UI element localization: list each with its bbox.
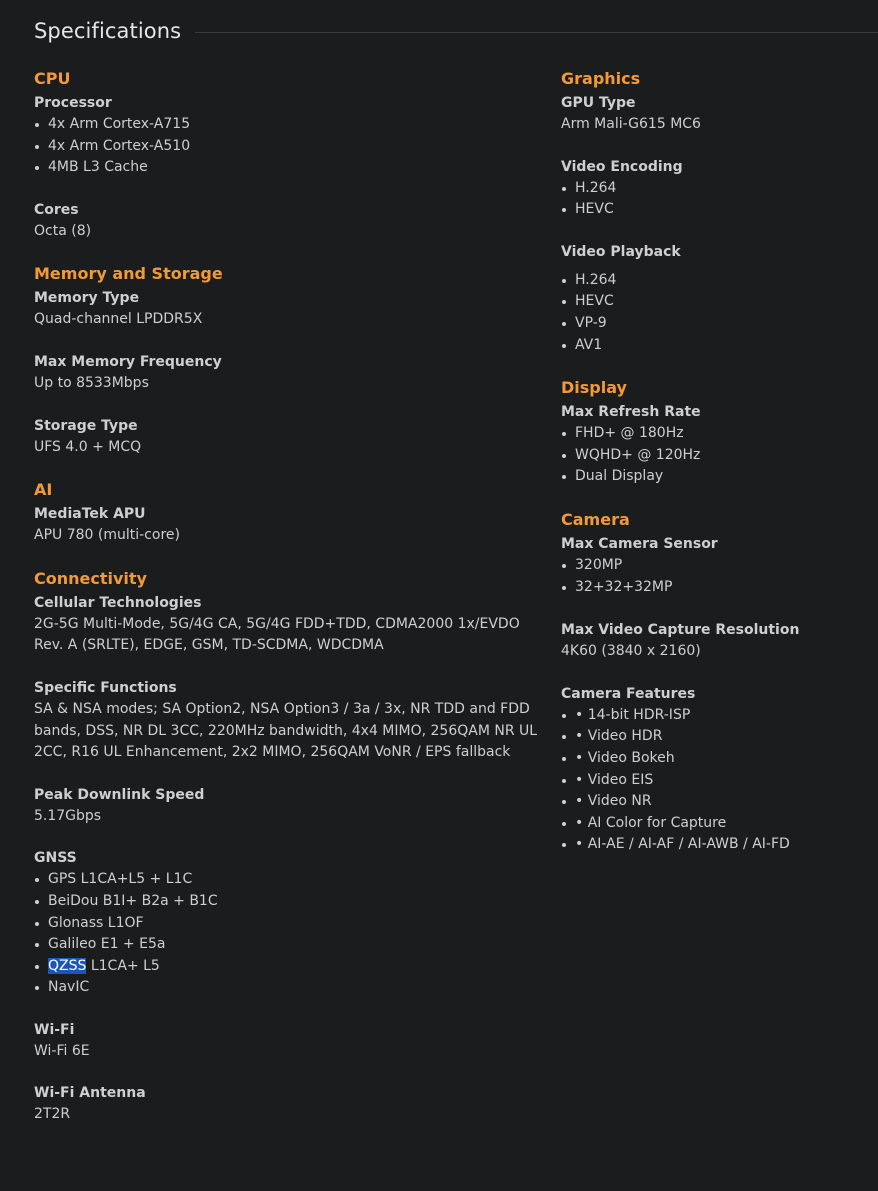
list-item: 4MB L3 Cache [34, 157, 544, 179]
spec-label: Specific Functions [34, 679, 177, 696]
section-display [561, 377, 861, 488]
spec-storage-type [34, 416, 544, 459]
spec-label: Storage Type [34, 417, 138, 434]
title-divider [195, 32, 878, 33]
list-item: FHD+ @ 180Hz [561, 423, 861, 445]
spec-label: MediaTek APU [34, 506, 146, 523]
spec-label: Video Playback [561, 243, 681, 260]
spec-value: SA & NSA modes; SA Option2, NSA Option3 / 3a / 3x, NR TDD and FDD bands, DSS, NR DL 3CC, 220MHz bandwidth, 4x4 MIMO, 256QAM NR UL 2CC, R16 UL Enhancement, 2x2 MIMO, 256QAM VoNR / EPS fallback [34, 700, 538, 761]
spec-label: GPU Type [561, 95, 636, 111]
spec-label: Memory Type [34, 290, 140, 307]
list-item: • AI-AE / AI-AF / AI-AWB / AI-FD [561, 834, 861, 856]
section-title-connectivity: Connectivity [34, 568, 147, 588]
spec-memory-type [34, 288, 544, 331]
spec-wifi [34, 1020, 544, 1063]
spec-label: Max Memory Frequency [34, 353, 222, 370]
list-item: • Video Bokeh [561, 748, 861, 770]
spec-video-playback [561, 242, 861, 356]
spec-value: Quad-channel LPDDR5X [34, 311, 203, 328]
section-title-cpu: CPU [34, 69, 71, 88]
spec-label: Max Camera Sensor [561, 535, 718, 552]
spec-cellular [34, 593, 544, 657]
spec-list [34, 869, 544, 999]
list-item: BeiDou B1I+ B2a + B1C [34, 891, 544, 913]
spec-list [561, 555, 861, 598]
spec-max-memory-frequency [34, 352, 544, 395]
spec-label: Max Refresh Rate [561, 404, 701, 421]
list-item: HEVC [561, 199, 861, 221]
spec-label: Processor [34, 95, 112, 111]
spec-wifi-antenna [34, 1083, 544, 1126]
spec-value: Arm Mali-G615 MC6 [561, 116, 701, 132]
spec-max-refresh-rate [561, 402, 861, 488]
list-item: AV1 [561, 335, 861, 357]
spec-value: APU 780 (multi-core) [34, 527, 180, 544]
spec-label: Wi-Fi [34, 1021, 75, 1038]
spec-label: Cores [34, 201, 79, 218]
spec-value: Octa (8) [34, 222, 92, 239]
list-item: • Video HDR [561, 726, 861, 748]
spec-value: 2G-5G Multi-Mode, 5G/4G CA, 5G/4G FDD+TDD, CDMA2000 1x/EVDO Rev. A (SRLTE), EDGE, GSM, TD-SCDMA, WDCDMA [34, 615, 520, 654]
section-cpu [34, 68, 544, 242]
list-item: 32+32+32MP [561, 577, 861, 599]
spec-list [561, 705, 861, 856]
spec-list [561, 423, 861, 488]
spec-max-video-capture [561, 620, 861, 663]
spec-max-camera-sensor [561, 534, 861, 598]
spec-camera-features [561, 684, 861, 856]
section-memory-storage [34, 263, 544, 458]
spec-gpu-type [561, 93, 861, 136]
list-item: 320MP [561, 555, 861, 577]
section-camera [561, 509, 861, 856]
spec-list [561, 178, 861, 221]
list-item: Dual Display [561, 466, 861, 488]
section-title-graphics: Graphics [561, 69, 641, 88]
list-item-text: L1CA+ L5 [86, 957, 160, 974]
spec-specific-functions [34, 678, 544, 764]
list-item: • 14-bit HDR-ISP [561, 705, 861, 727]
spec-processor [34, 93, 544, 179]
list-item: • Video EIS [561, 770, 861, 792]
section-title-ai: AI [34, 480, 53, 500]
spec-label: Peak Downlink Speed [34, 786, 205, 803]
spec-list [561, 270, 861, 356]
section-ai [34, 479, 544, 547]
spec-label: Max Video Capture Resolution [561, 622, 800, 639]
list-item: H.264 [561, 270, 861, 292]
section-connectivity [34, 568, 544, 1126]
spec-gnss [34, 848, 544, 999]
list-item: • AI Color for Capture [561, 813, 861, 835]
list-item: Galileo E1 + E5a [34, 934, 544, 956]
list-item: WQHD+ @ 120Hz [561, 445, 861, 467]
list-item: • Video NR [561, 791, 861, 813]
section-title-memory: Memory and Storage [34, 264, 223, 284]
list-item: GPS L1CA+L5 + L1C [34, 869, 544, 891]
spec-value: Up to 8533Mbps [34, 374, 149, 391]
list-item: 4x Arm Cortex-A715 [34, 114, 544, 136]
spec-value: 5.17Gbps [34, 807, 102, 824]
page-title: Specifications [34, 19, 182, 43]
section-title-display: Display [561, 378, 627, 398]
right-column [561, 68, 861, 877]
list-item-qzss [34, 956, 544, 978]
spec-label: Camera Features [561, 685, 696, 702]
selected-text[interactable]: QZSS [48, 957, 87, 974]
list-item: NavIC [34, 977, 544, 999]
list-item: HEVC [561, 291, 861, 313]
spec-value: 4K60 (3840 x 2160) [561, 643, 701, 660]
list-item: VP-9 [561, 313, 861, 335]
list-item: 4x Arm Cortex-A510 [34, 136, 544, 158]
spec-value: 2T2R [34, 1106, 71, 1123]
left-column [34, 68, 544, 1147]
list-item: Glonass L1OF [34, 913, 544, 935]
spec-cores [34, 200, 544, 243]
spec-video-encoding [561, 157, 861, 221]
spec-label: Wi-Fi Antenna [34, 1085, 146, 1102]
spec-label: GNSS [34, 850, 77, 867]
spec-peak-downlink [34, 785, 544, 828]
spec-mediatek-apu [34, 504, 544, 547]
spec-label: Video Encoding [561, 158, 683, 175]
list-item: H.264 [561, 178, 861, 200]
spec-label: Cellular Technologies [34, 594, 202, 611]
spec-value: Wi-Fi 6E [34, 1042, 90, 1059]
section-graphics [561, 68, 861, 356]
section-title-camera: Camera [561, 509, 630, 529]
spec-value: UFS 4.0 + MCQ [34, 438, 142, 455]
spec-list [34, 114, 544, 179]
page-header [34, 16, 878, 46]
